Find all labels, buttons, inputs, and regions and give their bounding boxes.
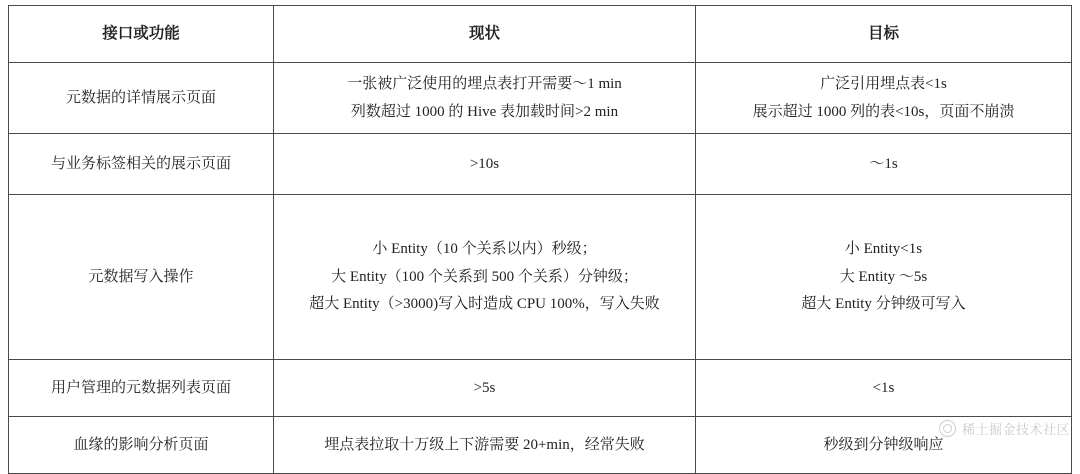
cell-feature: 与业务标签相关的展示页面 (9, 134, 274, 195)
cell-current (274, 134, 696, 195)
cell-current-line: >10s (469, 155, 500, 172)
cell-target (696, 134, 1072, 195)
cell-target-line: ～1s (869, 155, 898, 172)
cell-target-line: 超大 Entity 分钟级可写入 (801, 296, 966, 313)
table-row (9, 63, 1072, 134)
cell-target-line: 展示超过 1000 列的表<10s，页面不崩溃 (752, 103, 1015, 120)
cell-current-line: 一张被广泛使用的埋点表打开需要～1 min (347, 75, 622, 92)
cell-target (696, 360, 1072, 417)
table-header (9, 6, 1072, 63)
cell-target (696, 63, 1072, 134)
table-row (9, 134, 1072, 195)
cell-target-line: 小 Entity<1s (844, 240, 923, 257)
cell-current (274, 360, 696, 417)
cell-current-line: 小 Entity（10 个关系以内）秒级； (372, 240, 597, 257)
cell-current-line: 埋点表拉取十万级上下游需要 20+min，经常失败 (324, 436, 645, 453)
column-header-current: 现状 (274, 6, 696, 63)
cell-current (274, 63, 696, 134)
cell-target (696, 195, 1072, 360)
watermark (939, 419, 1070, 438)
cell-feature: 用户管理的元数据列表页面 (9, 360, 274, 417)
cell-feature: 血缘的影响分析页面 (9, 417, 274, 474)
cell-current-line: >5s (473, 379, 496, 396)
table-row (9, 360, 1072, 417)
cell-target-line: <1s (872, 379, 895, 396)
cell-feature: 元数据写入操作 (9, 195, 274, 360)
column-header-target: 目标 (696, 6, 1072, 63)
cell-target-line: 秒级到分钟级响应 (823, 436, 944, 453)
spec-table-container (8, 5, 1071, 474)
table-row (9, 195, 1072, 360)
table-body (9, 63, 1072, 474)
performance-goals-table (8, 5, 1072, 474)
table-row (9, 417, 1072, 474)
cell-current-line: 列数超过 1000 的 Hive 表加载时间>2 min (350, 103, 619, 120)
table-header-row (9, 6, 1072, 63)
cell-feature: 元数据的详情展示页面 (9, 63, 274, 134)
cell-current (274, 417, 696, 474)
column-header-feature: 接口或功能 (9, 6, 274, 63)
cell-target-line: 大 Entity ～5s (839, 268, 928, 285)
cell-current-line: 大 Entity（100 个关系到 500 个关系）分钟级； (331, 268, 638, 285)
cell-current-line: 超大 Entity（>3000)写入时造成 CPU 100%，写入失败 (309, 296, 660, 313)
watermark-text: 稀土掘金技术社区 (961, 422, 1070, 437)
juejin-logo-icon (939, 420, 956, 437)
cell-current (274, 195, 696, 360)
cell-target-line: 广泛引用埋点表<1s (820, 75, 947, 92)
